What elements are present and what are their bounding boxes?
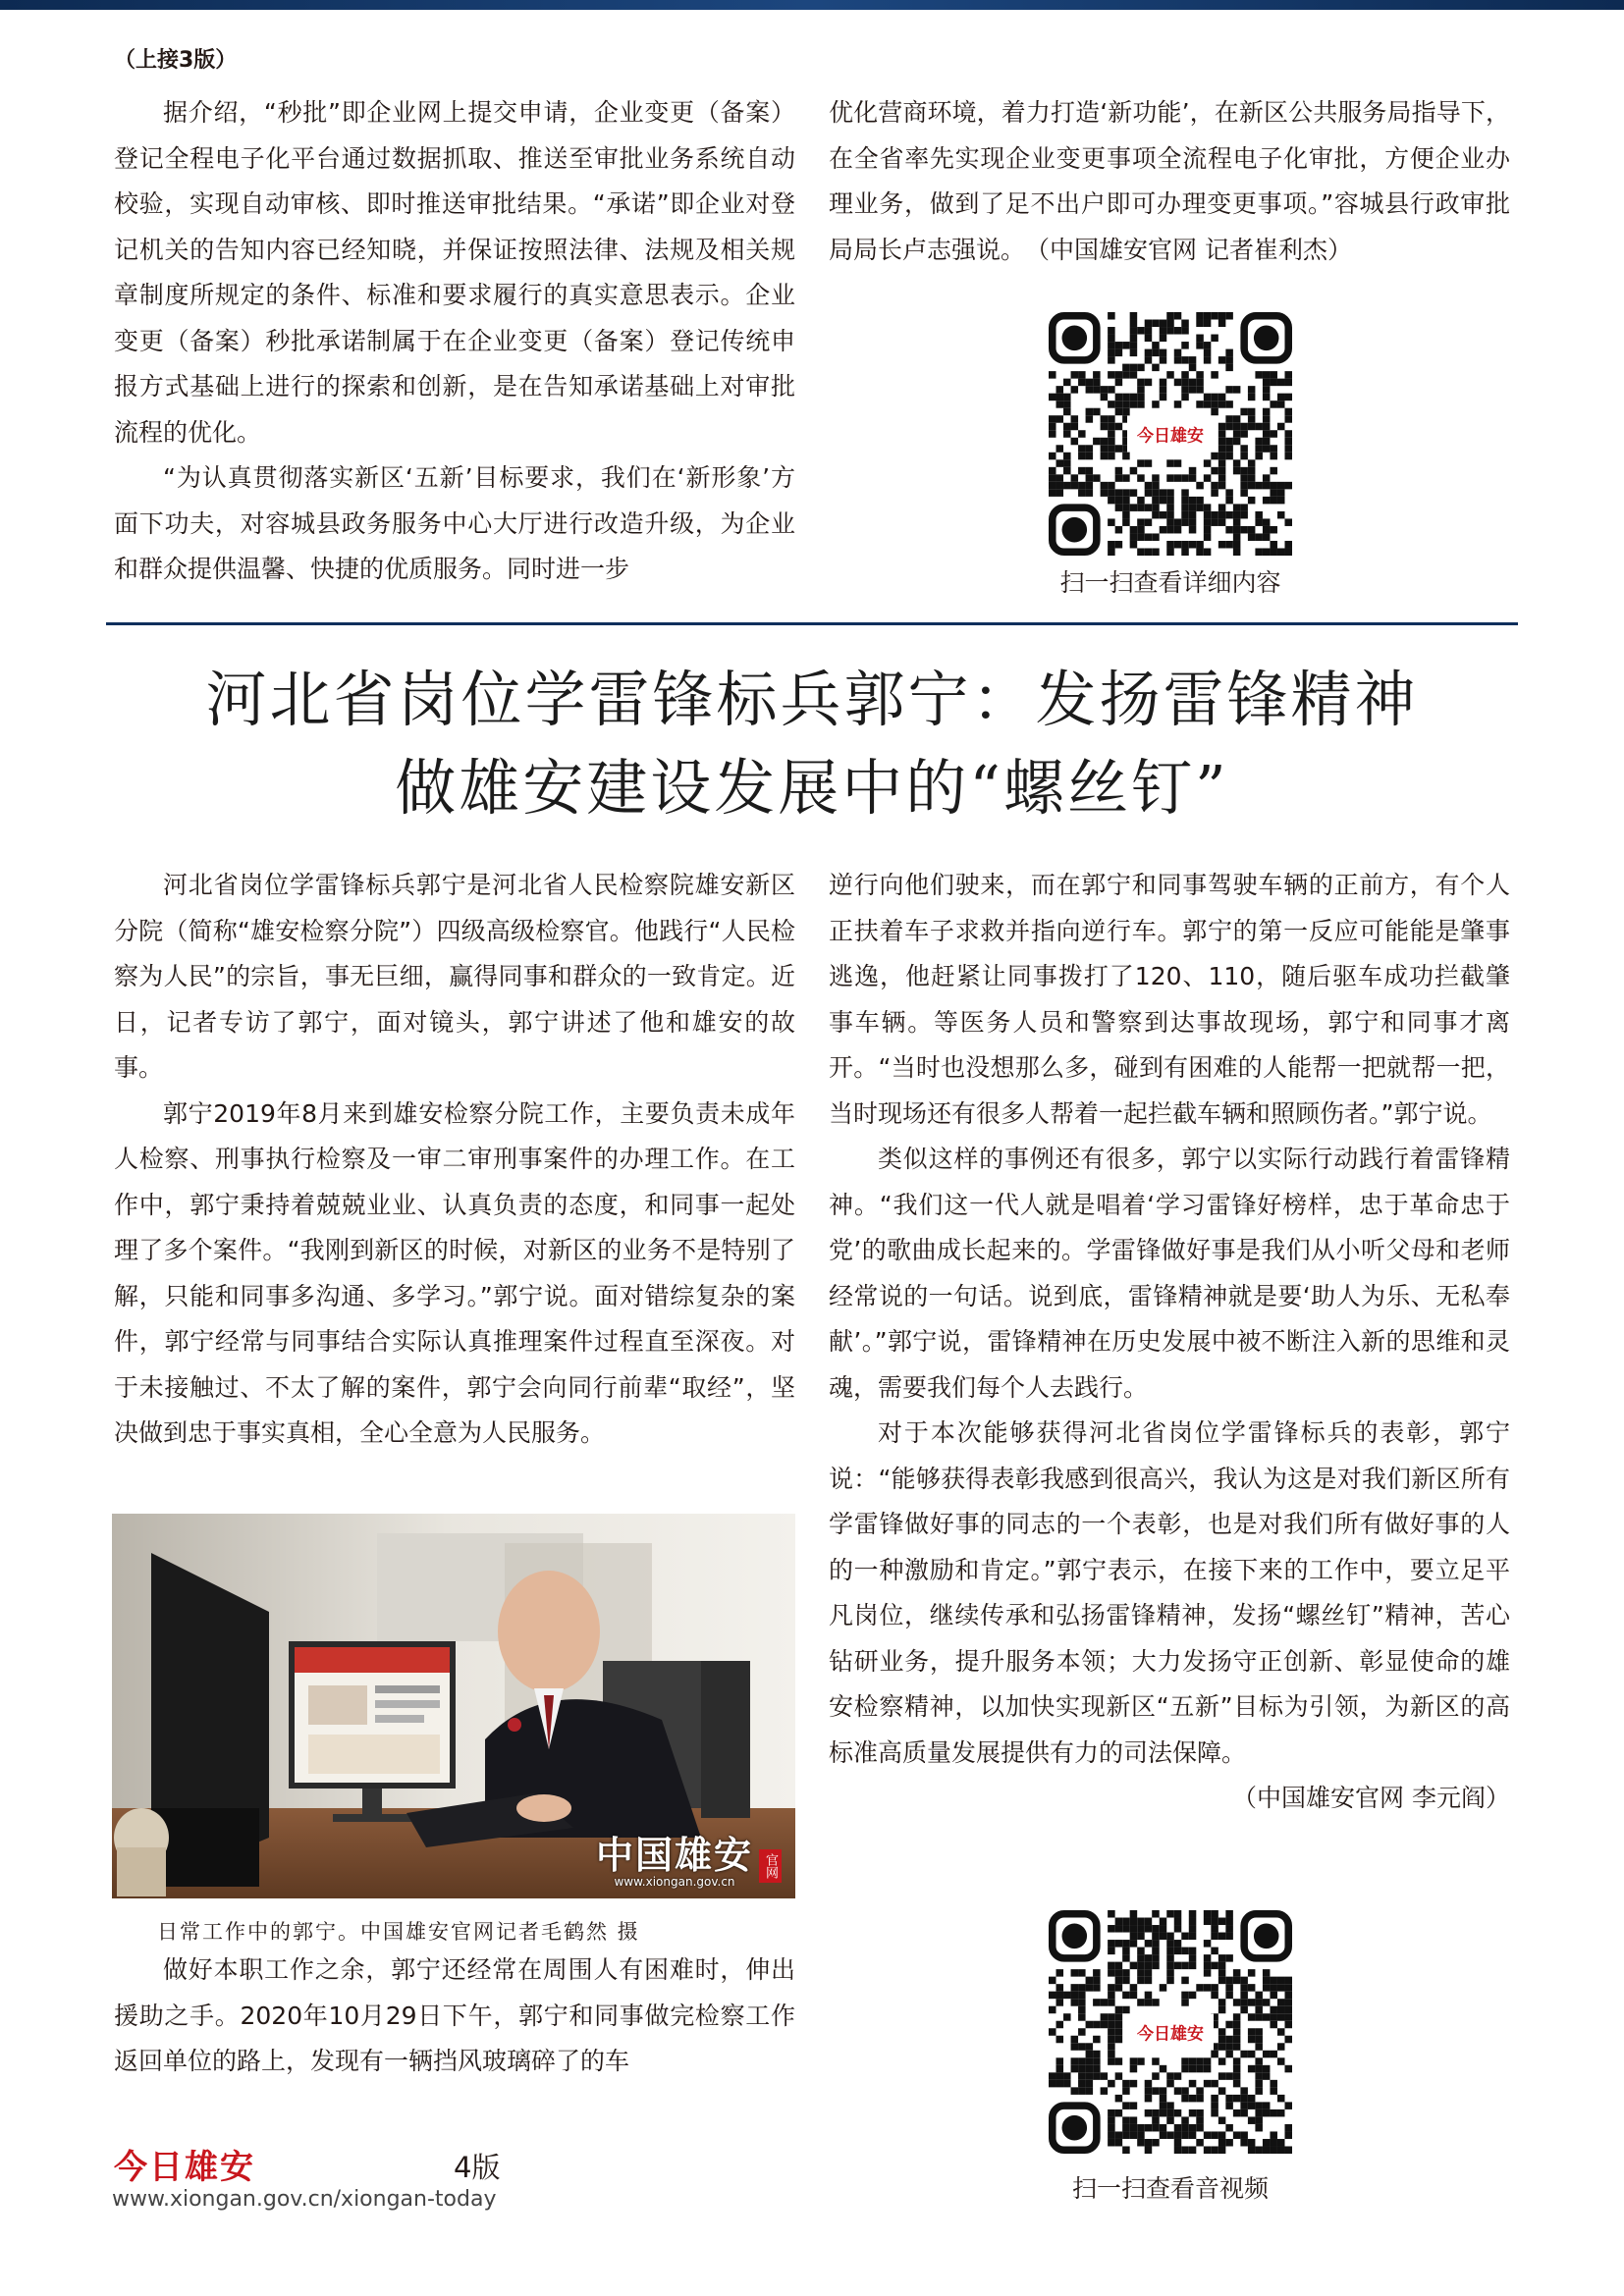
top-color-bar <box>0 0 1624 10</box>
qr-finder-pattern <box>1244 316 1288 360</box>
qr-code-video[interactable] <box>1049 1910 1292 2154</box>
photo-caption: 日常工作中的郭宁。中国雄安官网记者毛鹤然 摄 <box>157 1920 640 1944</box>
qr-finder-pattern <box>1053 507 1097 552</box>
paragraph: “为认真贯彻落实新区‘五新’目标要求，我们在‘新形象’方面下功夫，对容城县政务服务中心大厅进行改造升级，为企业和群众提供温馨、快捷的优质服务。同时进一步 <box>114 463 795 583</box>
footer-url[interactable]: www.xiongan.gov.cn/xiongan-today <box>112 2187 497 2212</box>
watermark-tag: 官网 <box>759 1849 782 1883</box>
qr-badge: 今日雄安 <box>1127 416 1214 453</box>
paragraph: 对于本次能够获得河北省岗位学雷锋标兵的表彰，郭宁说：“能够获得表彰我感到很高兴，我认为这是对我们新区所有学雷锋做好事的同志的一个表彰，也是对我们所有做好事的人的一种激励和肯定。”郭宁表示，在接下来的工作中，要立足平凡岗位，继续传承和弘扬雷锋精神，发扬“螺丝钉”精神，苦心钻研业务，提升服务本领；大力发扬守正创新、彰显使命的雄安检察精神，以加快实现新区“五新”目标为引领，为新区的高标准高质量发展提供有力的司法保障。 <box>829 1418 1510 1767</box>
qr-finder-pattern <box>1053 2106 1097 2150</box>
watermark-url: www.xiongan.gov.cn <box>614 1875 735 1889</box>
article-left-column <box>114 863 795 1457</box>
qr-caption-detail: 扫一扫查看详细内容 <box>1059 568 1281 597</box>
paragraph: 优化营商环境，着力打造‘新功能’，在新区公共服务局指导下，在全省率先实现企业变更事项全流程电子化审批，方便企业办理业务，做到了足不出户即可办理变更事项。”容城县行政审批局局长卢志强说。 （中国雄安官网 记者崔利杰） <box>829 98 1510 264</box>
watermark-logo: 中国雄安 <box>595 1833 753 1877</box>
paragraph: 据介绍，“秒批”即企业网上提交申请，企业变更（备案）登记全程电子化平台通过数据抓取、推送至审批业务系统自动校验，实现自动审核、即时推送审批结果。“承诺”即企业对登记机关的告知内容已经知晓，并保证按照法律、法规及相关规章制度所规定的条件、标准和要求履行的真实意思表示。企业变更（备案）秒批承诺制属于在企业变更（备案）登记传统申报方式基础上进行的探索和创新，是在告知承诺基础上对审批流程的优化。 <box>114 98 795 447</box>
photo-watermark <box>595 1833 782 1889</box>
headline-line-1: 河北省岗位学雷锋标兵郭宁：发扬雷锋精神 <box>205 664 1419 735</box>
qr-code-detail[interactable] <box>1049 312 1292 556</box>
top-right-column <box>829 90 1510 273</box>
byline: （中国雄安官网 李元阎） <box>1232 1784 1510 1812</box>
page-number: 4版 <box>454 2151 501 2184</box>
paragraph: 河北省岗位学雷锋标兵郭宁是河北省人民检察院雄安新区分院（简称“雄安检察分院”）四级高级检察官。他践行“人民检察为人民”的宗旨，事无巨细，赢得同事和群众的一致肯定。近日，记者专访了郭宁，面对镜头，郭宁讲述了他和雄安的故事。 <box>114 871 795 1082</box>
section-divider <box>106 622 1518 625</box>
article-photo <box>112 1514 795 1898</box>
qr-badge: 今日雄安 <box>1127 2014 1214 2051</box>
top-left-column <box>114 90 795 593</box>
paragraph: 逆行向他们驶来，而在郭宁和同事驾驶车辆的正前方，有个人正扶着车子求救并指向逆行车。郭宁的第一反应可能能是肇事逃逸，他赶紧让同事拨打了120、110，随后驱车成功拦截肇事车辆。等医务人员和警察到达事故现场，郭宁和同事才离开。“当时也没想那么多，碰到有困难的人能帮一把就帮一把，当时现场还有很多人帮着一起拦截车辆和照顾伤者。”郭宁说。 <box>829 871 1510 1128</box>
article-right-column <box>829 863 1510 1822</box>
article-left-lower <box>114 1948 795 2085</box>
paragraph: 做好本职工作之余，郭宁还经常在周围人有困难时，伸出援助之手。2020年10月29日下午，郭宁和同事做完检察工作返回单位的路上，发现有一辆挡风玻璃碎了的车 <box>114 1955 795 2075</box>
qr-caption-video: 扫一扫查看音视频 <box>1071 2174 1269 2203</box>
footer-logo: 今日雄安 <box>114 2148 255 2187</box>
paragraph: 郭宁2019年8月来到雄安检察分院工作，主要负责未成年人检察、刑事执行检察及一审二审刑事案件的办理工作。在工作中，郭宁秉持着兢兢业业、认真负责的态度，和同事一起处理了多个案件。“我刚到新区的时候，对新区的业务不是特别了解，只能和同事多沟通、多学习。”郭宁说。面对错综复杂的案件，郭宁经常与同事结合实际认真推理案件过程直至深夜。对于未接触过、不太了解的案件，郭宁会向同行前辈“取经”，坚决做到忠于事实真相，全心全意为人民服务。 <box>114 1098 795 1447</box>
qr-finder-pattern <box>1244 1914 1288 1958</box>
continued-label: （上接3版） <box>114 48 238 73</box>
qr-finder-pattern <box>1053 316 1097 360</box>
headline-line-2: 做雄安建设发展中的“螺丝钉” <box>395 752 1229 824</box>
paragraph: 类似这样的事例还有很多，郭宁以实际行动践行着雷锋精神。“我们这一代人就是唱着‘学习雷锋好榜样，忠于革命忠于党’的歌曲成长起来的。学雷锋做好事是我们从小听父母和老师经常说的一句话。说到底，雷锋精神就是要‘助人为乐、无私奉献’。”郭宁说，雷锋精神在历史发展中被不断注入新的思维和灵魂，需要我们每个人去践行。 <box>829 1145 1510 1402</box>
qr-finder-pattern <box>1053 1914 1097 1958</box>
